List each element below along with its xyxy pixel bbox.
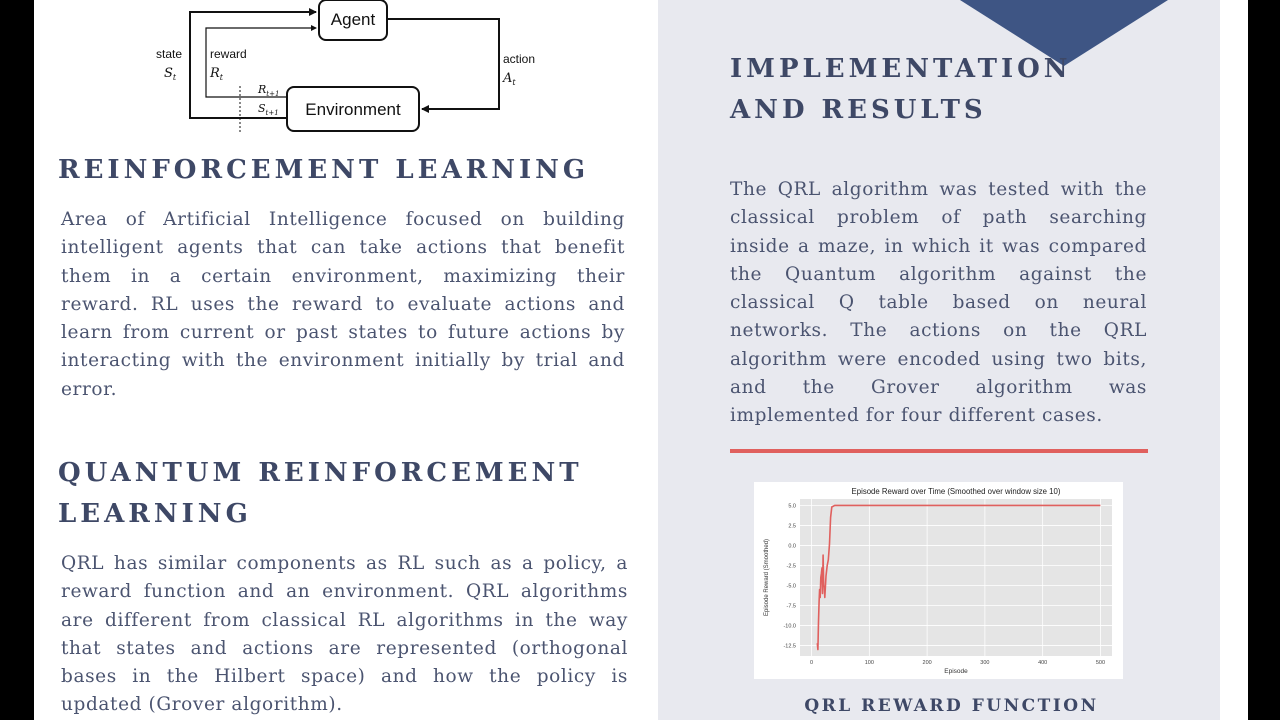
x-tick-label: 400 (1038, 660, 1048, 666)
next-state-subscript: t+1 (265, 109, 279, 117)
results-body-text: The QRL algorithm was tested with the classical problem of path searching inside a maze, in which it was compared the Quantum algorithm against the classical Q table based on neural networks. The actions on the QRL algorithm were encoded using two bits, and the Grover algorithm was implemented for four different cases. (730, 179, 1147, 427)
action-label: action (503, 52, 536, 66)
chart-plot-area (800, 499, 1112, 656)
svg-text:St (164, 66, 177, 82)
reward-chart (754, 482, 1123, 679)
chart-title: Episode Reward over Time (Smoothed over window size 10) (851, 487, 1061, 496)
reward-label: reward (210, 47, 247, 61)
next-reward-subscript: t+1 (266, 90, 280, 98)
state-symbol: S (164, 66, 173, 81)
x-tick-label: 100 (864, 660, 874, 666)
reward-symbol: R (210, 66, 220, 81)
svg-text:Rt+1 (257, 83, 279, 98)
y-tick-label: -2.5 (786, 563, 796, 570)
x-tick-label: 0 (810, 660, 814, 666)
next-state-symbol: S (258, 102, 266, 115)
y-tick-label: -12.5 (783, 643, 796, 650)
chart-caption: QRL REWARD FUNCTION (804, 696, 1099, 716)
y-tick-label: 0.0 (788, 543, 796, 550)
reward-subscript: t (219, 73, 224, 82)
x-tick-label: 200 (922, 660, 932, 666)
rl-heading: REINFORCEMENT LEARNING (58, 155, 590, 185)
next-reward-symbol: R (258, 83, 267, 96)
implementation-heading-line-2: AND RESULTS (730, 95, 987, 125)
svg-text:Rt (209, 66, 224, 82)
y-tick-label: -7.5 (786, 603, 796, 610)
agent-environment-diagram (150, 0, 550, 135)
x-axis-label: Episode (944, 668, 968, 675)
qrl-body-text: QRL has similar components as RL such as a policy, a reward function and an environment. QRL algorithms are different from classical RL algorithms in the way that states and actions are represented (orthogonal bases in the Hilbert space) and how the policy is updated (Grover algorithm). (61, 553, 628, 716)
state-subscript: t (172, 73, 177, 82)
implementation-heading-line-1: IMPLEMENTATION (730, 54, 1072, 84)
state-label: state (156, 47, 183, 61)
y-tick-label: 2.5 (788, 523, 796, 530)
right-page-edge (1220, 0, 1248, 720)
environment-label: Environment (305, 100, 401, 119)
y-axis-label: Episode Reward (Smoothed) (764, 538, 770, 617)
action-subscript: t (512, 78, 516, 87)
y-tick-label: 5.0 (788, 503, 796, 510)
y-tick-label: -5.0 (786, 583, 796, 590)
rl-body-text: Area of Artificial Intelligence focused on building intelligent agents that can take actions that benefit them in a certain environment, maximizing their reward. RL uses the reward to evaluate actions and learn from current or past states to future actions by interacting with the environment initially by trial and error. (61, 209, 625, 400)
svg-text:St+1 (258, 102, 279, 117)
action-symbol: A (503, 71, 513, 86)
accent-divider (730, 449, 1148, 453)
agent-label: Agent (330, 10, 376, 29)
x-tick-label: 300 (980, 660, 990, 666)
y-tick-label: -10.0 (783, 623, 796, 630)
reward-chart-svg (754, 482, 1123, 679)
qrl-heading-line-1: QUANTUM REINFORCEMENT (58, 458, 583, 488)
svg-text:At (502, 71, 516, 87)
x-tick-label: 500 (1095, 660, 1106, 666)
qrl-heading-line-2: LEARNING (58, 499, 252, 529)
